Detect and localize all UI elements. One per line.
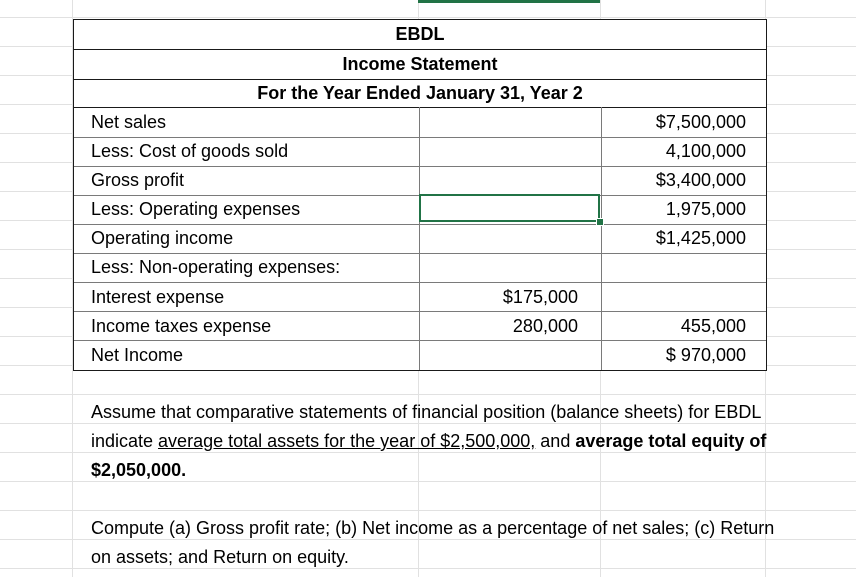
row-label: Interest expense: [91, 287, 225, 307]
row-label: Net sales: [91, 112, 167, 132]
table-row[interactable]: [74, 137, 766, 166]
selected-cell[interactable]: [419, 194, 600, 222]
question-body: Compute (a) Gross profit rate; (b) Net income as a percentage of net sales; (c) Return on assets; and Return on equity.: [91, 518, 775, 567]
fill-handle[interactable]: [596, 218, 604, 226]
question-text: [91, 514, 791, 572]
assumption-text: [91, 398, 791, 485]
row-label: Less: Operating expenses: [91, 199, 301, 219]
table-row[interactable]: [74, 341, 766, 370]
row-label: Less: Non-operating expenses:: [91, 257, 341, 277]
column-selection-indicator: [418, 0, 600, 3]
row-label: Income taxes expense: [91, 316, 272, 336]
table-row[interactable]: [74, 224, 766, 253]
row-amount-col2: $7,500,000: [655, 112, 746, 132]
statement-title: Income Statement: [342, 54, 498, 74]
statement-period: For the Year Ended January 31, Year 2: [257, 83, 583, 103]
row-label: Operating income: [91, 228, 234, 248]
assumption-bold: average total equity of $2,050,000.: [91, 431, 767, 480]
company-name: EBDL: [395, 24, 445, 44]
row-label: Gross profit: [91, 170, 185, 190]
row-amount-col2: $3,400,000: [655, 170, 746, 190]
table-row[interactable]: [74, 253, 766, 282]
company-name-cell[interactable]: [74, 20, 766, 49]
row-amount-col2: 455,000: [680, 316, 746, 336]
row-label: Net Income: [91, 345, 184, 365]
row-label: Less: Cost of goods sold: [91, 141, 289, 161]
row-amount-col1: $175,000: [502, 287, 578, 307]
assumption-underlined: average total assets for the year of $2,500,000,: [158, 431, 536, 451]
table-row[interactable]: [74, 312, 766, 341]
row-amount-col2: 1,975,000: [665, 199, 746, 219]
statement-title-cell[interactable]: [74, 50, 766, 79]
table-row[interactable]: [74, 108, 766, 137]
table-row[interactable]: [74, 283, 766, 312]
row-amount-col2: 4,100,000: [665, 141, 746, 161]
income-statement: [73, 19, 767, 371]
statement-period-cell[interactable]: [74, 79, 766, 108]
assumption-part1: Assume that comparative statements of financial position (balance sheets) for EBDL indicate: [91, 402, 761, 451]
row-amount-col2: $1,425,000: [655, 228, 746, 248]
row-amount-col2: $ 970,000: [665, 345, 746, 365]
assumption-part2: and: [535, 431, 576, 451]
row-amount-col1: 280,000: [512, 316, 578, 336]
table-row[interactable]: [74, 166, 766, 195]
